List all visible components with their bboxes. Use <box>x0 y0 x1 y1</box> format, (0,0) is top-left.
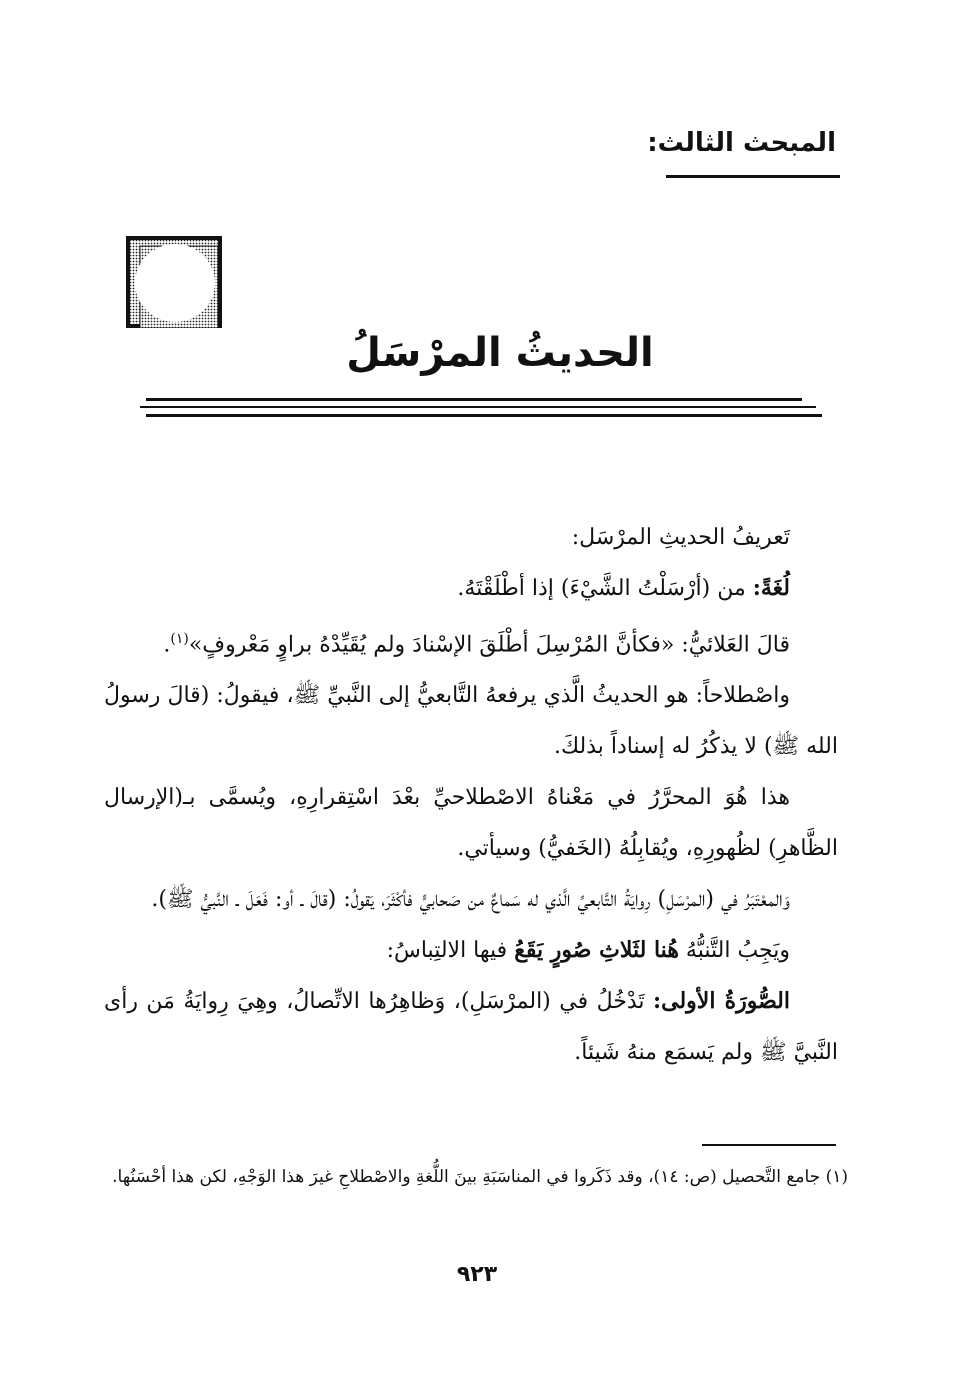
chapter-title: الحديثُ المرْسَلُ <box>346 330 654 376</box>
lugha-text: من (أرْسَلْتُ الشَّيْءَ) إذا أطْلَقْتَهُ. <box>457 576 746 601</box>
definition-heading: تَعريفُ الحديثِ المرْسَل: <box>571 525 790 550</box>
istilah-paragraph: واصْطلاحاً: هو الحديثُ الَّذي يرفعهُ التَّابعيُّ إلى النَّبيِّ ﷺ، فيقولُ: (قالَ رسولُ الله ﷺ) لا يذكُرُ له إسناداً بذلكَ. <box>104 683 838 760</box>
tanabbuh-prefix: ويَجِبُ التَّنبُّهُ <box>685 938 790 964</box>
tanabbuh-suffix: فيها الالتِباسُ: <box>386 938 508 964</box>
muharrar-paragraph: هذا هُوَ المحرَّرُ في مَعْناهُ الاصْطلاحيِّ بعْدَ اسْتِقرارِهِ، ويُسمَّى بـ(الإرسال الظَّاهرِ) لظُهورِهِ، ويُقابِلُهُ (الخَفيُّ) وسيأتي. <box>104 785 838 862</box>
alai-period: . <box>163 632 171 658</box>
tanabbuh-bold: هُنا لثَلاثِ صُورٍ يَقَعُ <box>514 937 679 964</box>
footnote-text: (١) جامع التَّحصيل (ص: ١٤)، وقد ذَكَروا في المناسَبَةِ بينَ اللُّغةِ والاصْطلاحِ غيرَ هذا الوَجْهِ، لكن هذا أحْسَنُها. <box>112 1167 848 1187</box>
ornamental-frame <box>126 236 222 328</box>
sura-ula-paragraph <box>104 976 838 1078</box>
title-rule-middle <box>140 406 816 408</box>
alai-paragraph <box>104 614 838 670</box>
section-underline <box>666 175 840 178</box>
lugha-paragraph <box>104 563 838 614</box>
lugha-term: لُغَةً: <box>752 575 790 601</box>
page-number: ٩٢٣ <box>456 1262 498 1287</box>
footnote <box>104 1160 848 1194</box>
footnote-marker: (١) <box>170 631 189 647</box>
alai-quote: قالَ العَلائيُّ: «فكأنَّ المُرْسِلَ أطْلَقَ الإسْنادَ ولم يُقَيِّدْهُ براوٍ مَعْروفٍ» <box>188 632 790 658</box>
tanabbuh-paragraph <box>104 925 838 976</box>
title-rule-top <box>146 398 802 401</box>
title-rule-bottom <box>146 414 822 417</box>
body-text <box>104 512 838 1078</box>
sura-ula-text: تَدْخُلُ في (المرْسَلِ)، وَظاهِرُها الاتِّصالُ، وهِيَ رِوايَةُ مَن رأى النَّبيَّ ﷺ ولم يَسمَع منهُ شَيئاً. <box>104 989 838 1066</box>
footnote-separator <box>702 1144 836 1146</box>
sura-ula-term: الصُّورَةُ الأولى: <box>653 988 790 1015</box>
mutabar-paragraph: وَالمعْتَبَرُ في (المرْسَلِ) رِوايَةُ التَّابعيِّ الَّذي له سَماعٌ من صَحابيٍّ فأكْثَرَ، يَقولُ: (قالَ ـ أو: فَعَلَ ـ النَّبيُّ ﷺ). <box>151 887 790 913</box>
section-label: المبحث الثالث: <box>647 128 836 158</box>
